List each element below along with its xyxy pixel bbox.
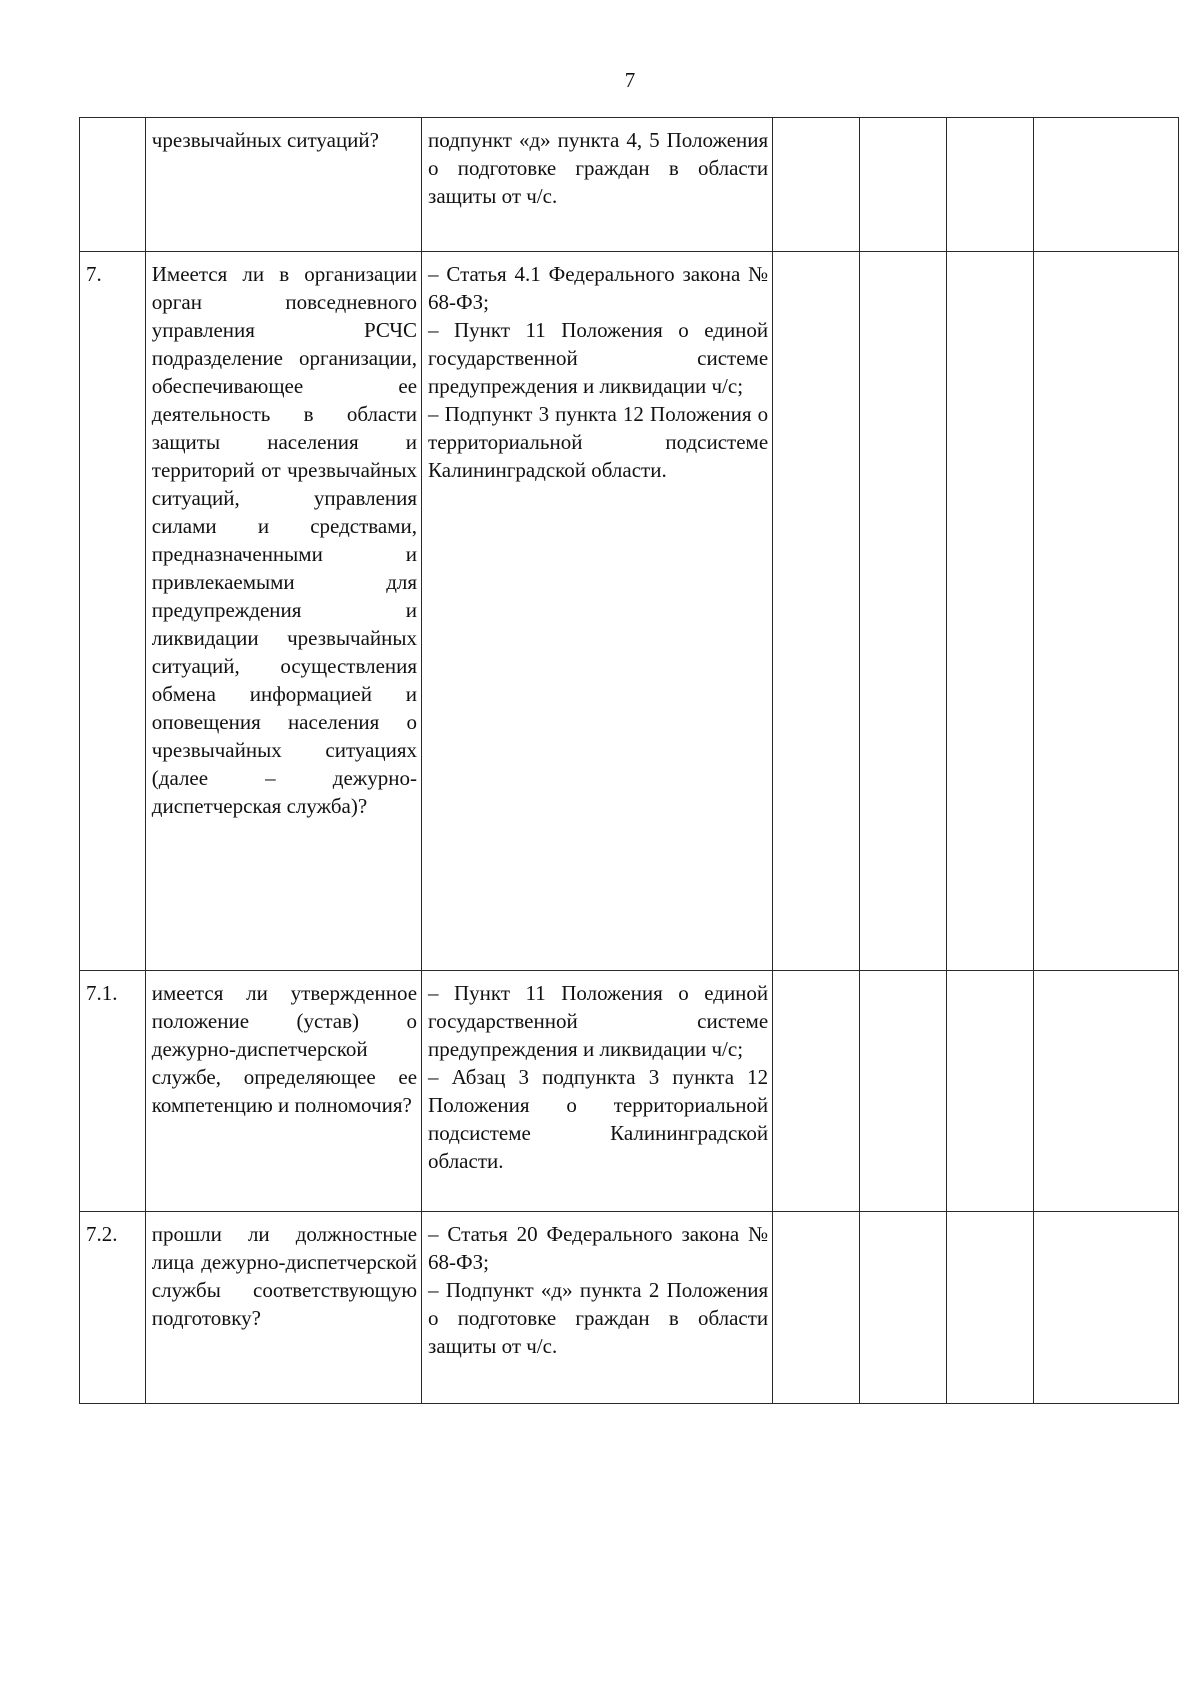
notes-cell[interactable] xyxy=(1034,971,1179,1212)
answer-cell-no[interactable] xyxy=(860,971,947,1212)
answer-cell-no[interactable] xyxy=(860,252,947,971)
reference-item: – Подпункт «д» пункта 2 Положения о подготовке граждан в области защиты от ч/с. xyxy=(428,1278,769,1358)
table-row xyxy=(80,118,1179,252)
page-number: 7 xyxy=(624,68,636,92)
answer-cell-no[interactable] xyxy=(860,118,947,252)
question-cell: чрезвычайных ситуаций? xyxy=(145,118,421,252)
row-number xyxy=(80,118,146,252)
table-row xyxy=(80,252,1179,971)
notes-cell[interactable] xyxy=(1034,1212,1179,1404)
answer-cell-no[interactable] xyxy=(860,1212,947,1404)
answer-cell-na[interactable] xyxy=(947,1212,1034,1404)
reference-cell xyxy=(422,971,773,1212)
reference-item: – Подпункт 3 пункта 12 Положения о территориальной подсистеме Калининградской области. xyxy=(428,402,769,482)
answer-cell-na[interactable] xyxy=(947,118,1034,252)
notes-cell[interactable] xyxy=(1034,118,1179,252)
row-number: 7. xyxy=(80,252,146,971)
reference-item: – Статья 4.1 Федерального закона № 68-ФЗ; xyxy=(428,262,769,314)
reference-cell xyxy=(422,252,773,971)
answer-cell-yes[interactable] xyxy=(773,252,860,971)
answer-cell-yes[interactable] xyxy=(773,118,860,252)
question-cell: прошли ли должностные лица дежурно-диспетчерской службы соответствующую подготовку? xyxy=(145,1212,421,1404)
answer-cell-na[interactable] xyxy=(947,252,1034,971)
reference-item: подпункт «д» пункта 4, 5 Положения о подготовке граждан в области защиты от ч/с. xyxy=(428,128,769,208)
reference-item: – Статья 20 Федерального закона № 68-ФЗ; xyxy=(428,1222,769,1274)
answer-cell-na[interactable] xyxy=(947,971,1034,1212)
reference-item: – Абзац 3 подпункта 3 пункта 12 Положения о территориальной подсистеме Калининградской области. xyxy=(428,1065,769,1173)
notes-cell[interactable] xyxy=(1034,252,1179,971)
table-row xyxy=(80,1212,1179,1404)
reference-item: – Пункт 11 Положения о единой государственной системе предупреждения и ликвидации ч/с; xyxy=(428,318,769,398)
answer-cell-yes[interactable] xyxy=(773,1212,860,1404)
reference-cell xyxy=(422,1212,773,1404)
checklist-table xyxy=(79,117,1179,1404)
row-number: 7.1. xyxy=(80,971,146,1212)
reference-item: – Пункт 11 Положения о единой государственной системе предупреждения и ликвидации ч/с; xyxy=(428,981,769,1061)
answer-cell-yes[interactable] xyxy=(773,971,860,1212)
question-cell: Имеется ли в организации орган повседневного управления РСЧС подразделение организации, обеспечивающее ее деятельность в области защиты населения и территорий от чрезвычайных ситуаций, управления силами и средствами, предназначенными и привлекаемыми для предупреждения и ликвидации чрезвычайных ситуаций, осуществления обмена информацией и оповещения населения о чрезвычайных ситуациях (далее – дежурно-диспетчерская служба)? xyxy=(145,252,421,971)
row-number: 7.2. xyxy=(80,1212,146,1404)
question-cell: имеется ли утвержденное положение (устав) о дежурно-диспетчерской службе, определяющее ее компетенцию и полномочия? xyxy=(145,971,421,1212)
reference-cell xyxy=(422,118,773,252)
table-row xyxy=(80,971,1179,1212)
